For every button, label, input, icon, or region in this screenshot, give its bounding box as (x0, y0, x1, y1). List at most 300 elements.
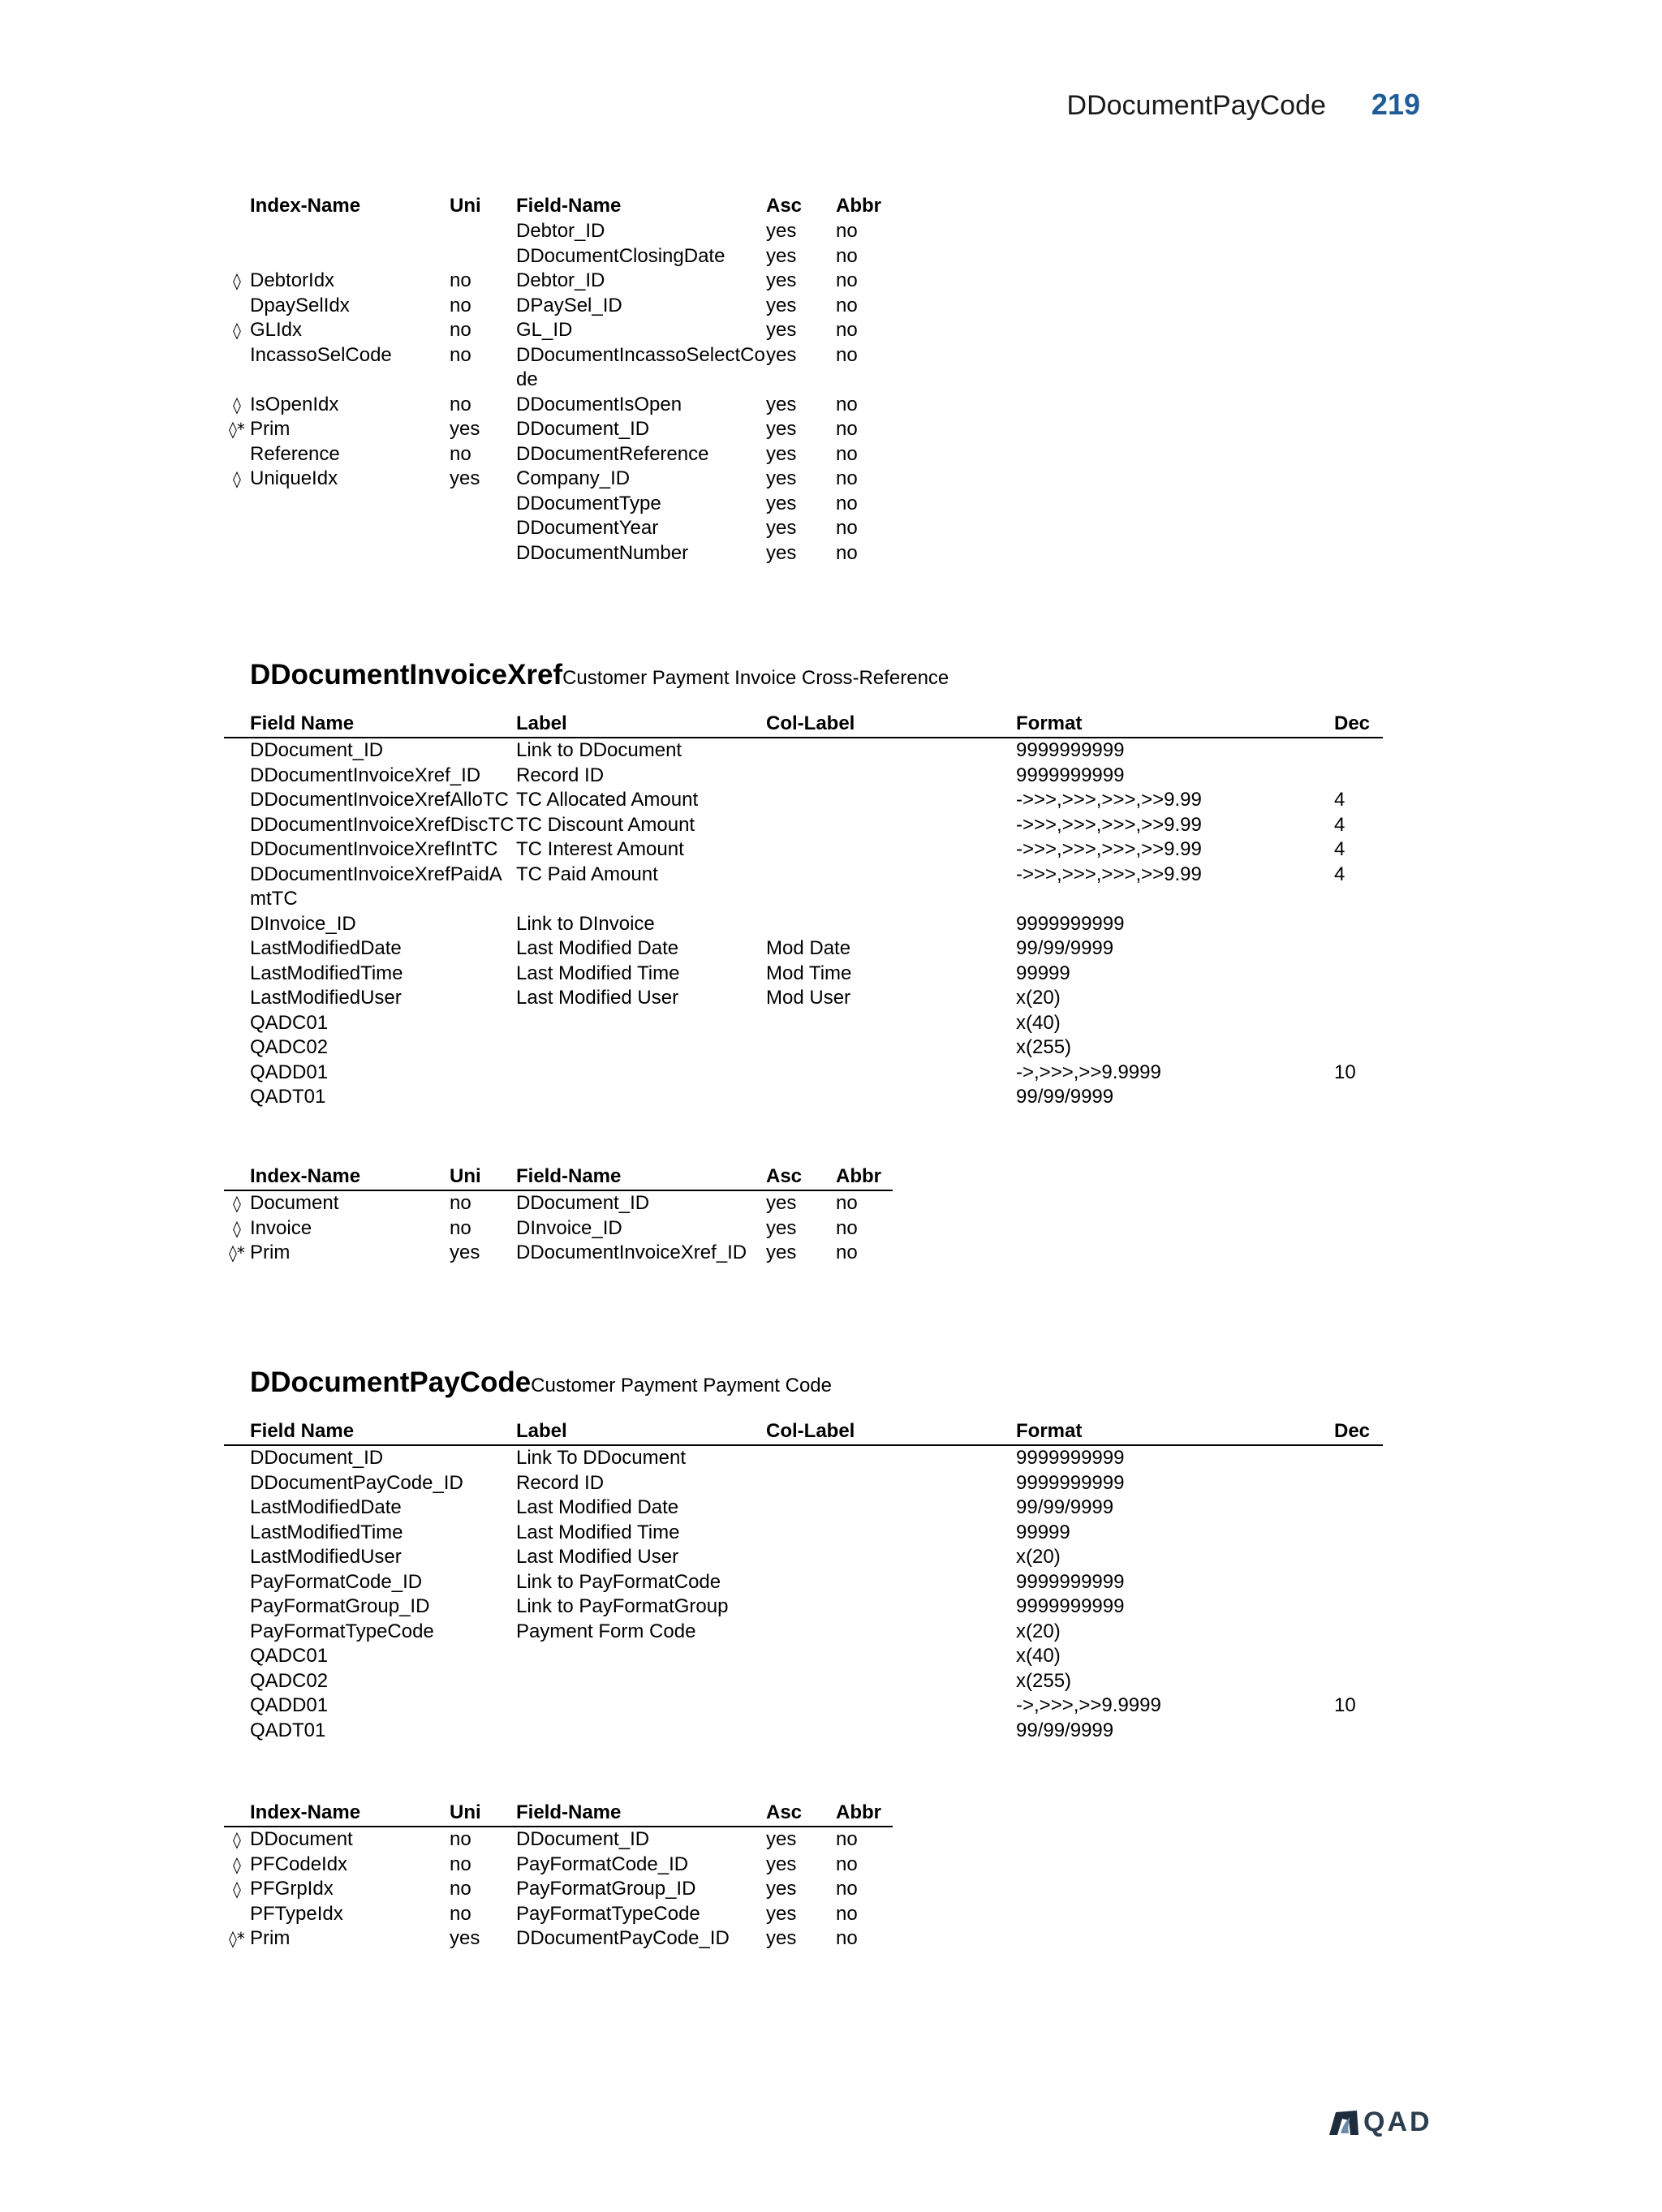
format-cell: 99/99/9999 (1016, 1496, 1114, 1518)
abbr-cell: no (836, 1878, 858, 1900)
field-row (224, 788, 1383, 813)
index-row (224, 393, 893, 418)
dec-cell (1334, 1669, 1383, 1694)
field-name-cell: LastModifiedDate (250, 1496, 402, 1518)
abbr-cell: no (836, 393, 858, 415)
asc-cell: yes (766, 1242, 797, 1263)
col-asc: Asc (766, 195, 803, 217)
dec-cell (1334, 1011, 1383, 1036)
index-header-row (224, 193, 893, 219)
dec-cell: 10 (1334, 1061, 1356, 1083)
format-cell: 9999999999 (1016, 1595, 1125, 1617)
index-marker (224, 219, 250, 244)
field-name-cell: PayFormatTypeCode (250, 1620, 434, 1642)
row-marker (224, 1693, 250, 1719)
dec-cell (1334, 1471, 1383, 1496)
index-row (224, 1877, 893, 1902)
abbr-cell: no (836, 418, 858, 440)
dec-cell (1334, 1035, 1383, 1061)
index-name-cell: DpaySelIdx (250, 294, 350, 316)
dec-cell (1334, 1545, 1383, 1570)
index-marker (224, 492, 250, 517)
field-name-cell: DDocumentInvoiceXrefAlloTC (250, 789, 509, 811)
col-field-name: Field-Name (516, 195, 622, 217)
field-name-cell: GL_ID (516, 319, 573, 341)
format-cell: x(255) (1016, 1036, 1072, 1058)
abbr-cell: no (836, 517, 858, 539)
asc-cell: yes (766, 343, 797, 366)
col-index-name: Index-Name (250, 1800, 450, 1827)
col-label-cell (766, 813, 1016, 838)
asc-cell: yes (766, 1192, 797, 1214)
label-cell (516, 1085, 766, 1110)
row-marker (224, 1570, 250, 1595)
row-marker (224, 1471, 250, 1496)
field-name-cell: PayFormatGroup_ID (250, 1595, 430, 1617)
field-row (224, 986, 1383, 1011)
index-name-cell: Prim (250, 418, 291, 440)
row-marker (224, 1085, 250, 1110)
dec-cell (1334, 764, 1383, 789)
index-row (224, 1827, 893, 1853)
format-cell: x(20) (1016, 1546, 1061, 1568)
uni-cell: no (450, 1216, 471, 1239)
field-name-cell: DDocument_ID (250, 1447, 384, 1469)
index-row (224, 516, 893, 541)
col-field-name: Field-Name (516, 1800, 766, 1827)
row-marker (224, 837, 250, 863)
label-cell (516, 1644, 766, 1669)
field-row (224, 1011, 1383, 1036)
index-name-cell (250, 219, 450, 244)
dec-cell (1334, 1445, 1383, 1471)
field-name-cell: QADT01 (250, 1719, 326, 1741)
label-cell: Last Modified Time (516, 962, 680, 984)
index-row (224, 318, 893, 343)
field-row (224, 1085, 1383, 1110)
format-cell: 9999999999 (1016, 1447, 1125, 1469)
col-format: Format (1016, 1418, 1334, 1445)
asc-cell: yes (766, 467, 797, 489)
field-row (224, 1521, 1383, 1546)
table-name: DDocumentInvoiceXref (250, 659, 563, 691)
col-label-cell (766, 1644, 1016, 1669)
field-name-cell: DPaySel_ID (516, 294, 622, 316)
index-marker: ◊ (233, 1218, 241, 1238)
field-row (224, 1545, 1383, 1570)
field-name-cell: LastModifiedUser (250, 987, 402, 1009)
row-marker (224, 1035, 250, 1061)
dec-cell (1334, 1594, 1383, 1620)
index-header-row (224, 1164, 893, 1190)
row-marker (224, 962, 250, 987)
col-uni: Uni (450, 195, 481, 217)
col-label-cell (766, 1620, 1016, 1645)
index-name-cell: PFCodeIdx (250, 1853, 348, 1875)
format-cell: 99/99/9999 (1016, 937, 1114, 959)
row-marker (224, 1011, 250, 1036)
abbr-cell: no (836, 442, 858, 465)
asc-cell: yes (766, 492, 797, 514)
uni-cell: yes (450, 1927, 480, 1949)
abbr-cell: no (836, 294, 858, 316)
asc-cell: yes (766, 1216, 797, 1239)
col-label-cell (766, 863, 1016, 912)
field-table-invoice-xref (224, 711, 1383, 1110)
row-marker (224, 1061, 250, 1086)
dec-cell (1334, 738, 1383, 764)
table-description: Customer Payment Invoice Cross-Reference (562, 667, 949, 689)
label-cell: Link to DDocument (516, 739, 682, 761)
uni-cell: no (450, 1902, 471, 1925)
asc-cell: yes (766, 1828, 797, 1850)
index-name-cell (250, 516, 450, 541)
field-name-cell: DDocumentInvoiceXrefIntTC (250, 838, 498, 860)
field-name-cell: Debtor_ID (516, 220, 605, 242)
index-row (224, 269, 893, 294)
field-table-paycode (224, 1418, 1383, 1743)
field-row (224, 1495, 1383, 1521)
field-name-cell: LastModifiedTime (250, 1521, 403, 1543)
col-dec: Dec (1334, 711, 1383, 738)
index-marker: ◊ (233, 321, 241, 340)
dec-cell (1334, 1521, 1383, 1546)
col-label-cell: Mod Date (766, 937, 851, 959)
row-marker (224, 788, 250, 813)
label-cell: Last Modified Date (516, 937, 679, 959)
abbr-cell: no (836, 1216, 858, 1239)
asc-cell: yes (766, 1927, 797, 1949)
field-name-cell: QADC01 (250, 1645, 329, 1667)
uni-cell: no (450, 319, 471, 341)
col-label-cell (766, 1594, 1016, 1620)
field-row (224, 1570, 1383, 1595)
label-cell: Link to PayFormatCode (516, 1570, 721, 1593)
uni-cell: no (450, 294, 471, 316)
format-cell: 99/99/9999 (1016, 1719, 1114, 1741)
abbr-cell: no (836, 492, 858, 514)
col-label-cell (766, 1693, 1016, 1719)
index-name-cell: IncassoSelCode (250, 343, 392, 366)
label-cell: TC Interest Amount (516, 838, 684, 860)
index-name-cell: DDocument (250, 1828, 353, 1850)
label-cell: Last Modified Date (516, 1496, 679, 1518)
format-cell: x(255) (1016, 1669, 1072, 1692)
col-label-cell (766, 1061, 1016, 1086)
table-name: DDocumentPayCode (250, 1366, 532, 1398)
abbr-cell: no (836, 244, 858, 267)
table-description: Customer Payment Payment Code (531, 1375, 832, 1396)
index-table-continued (224, 193, 893, 566)
col-dec: Dec (1334, 1418, 1383, 1445)
index-name-cell: Document (250, 1192, 339, 1214)
field-name-cell: PayFormatGroup_ID (516, 1878, 696, 1900)
col-asc: Asc (766, 1800, 836, 1827)
uni-cell: no (450, 1853, 471, 1875)
label-cell: TC Paid Amount (516, 863, 658, 885)
abbr-cell: no (836, 220, 858, 242)
dec-cell (1334, 1620, 1383, 1645)
index-marker: ◊ (233, 394, 241, 415)
index-marker: ◊* (229, 420, 245, 439)
format-cell: ->>>,>>>,>>>,>>9.99 (1016, 863, 1202, 885)
index-row (224, 1216, 893, 1242)
uni-cell: no (450, 343, 471, 366)
col-field-name: Field Name (250, 711, 516, 738)
asc-cell: yes (766, 1878, 797, 1900)
label-cell (516, 1669, 766, 1694)
uni-cell (450, 244, 516, 269)
field-row (224, 1035, 1383, 1061)
uni-cell: no (450, 393, 471, 415)
format-cell: ->>>,>>>,>>>,>>9.99 (1016, 813, 1202, 836)
field-name-cell: DInvoice_ID (516, 1216, 622, 1239)
field-name-cell: QADT01 (250, 1086, 326, 1108)
qad-logo (1328, 2107, 1432, 2138)
label-cell: Last Modified Time (516, 1521, 680, 1543)
index-marker (224, 294, 250, 319)
dec-cell: 4 (1334, 863, 1346, 885)
dec-cell (1334, 1570, 1383, 1595)
col-abbr: Abbr (836, 1800, 893, 1827)
format-cell: x(40) (1016, 1011, 1061, 1034)
row-marker (224, 764, 250, 789)
asc-cell: yes (766, 319, 797, 341)
asc-cell: yes (766, 1853, 797, 1875)
dec-cell (1334, 912, 1383, 937)
label-cell: Payment Form Code (516, 1620, 696, 1642)
index-name-cell (250, 244, 450, 269)
field-name-cell: DDocumentInvoiceXrefDiscTC (250, 813, 515, 836)
label-cell: Last Modified User (516, 1546, 679, 1568)
uni-cell (450, 516, 516, 541)
format-cell: ->>>,>>>,>>>,>>9.99 (1016, 789, 1202, 811)
col-abbr: Abbr (836, 1164, 893, 1190)
field-name-cell: Debtor_ID (516, 269, 605, 291)
asc-cell: yes (766, 244, 797, 267)
col-index-name: Index-Name (250, 195, 361, 217)
asc-cell: yes (766, 294, 797, 316)
label-cell: Record ID (516, 1471, 605, 1494)
field-row (224, 738, 1383, 764)
index-row (224, 343, 893, 393)
field-name-cell: DDocumentReference (516, 442, 709, 465)
row-marker (224, 1521, 250, 1546)
field-row (224, 863, 1383, 912)
field-name-cell: DDocumentIncassoSelectCode (516, 343, 765, 390)
index-marker: ◊ (233, 469, 241, 488)
format-cell: ->,>>>,>>9.9999 (1016, 1694, 1161, 1716)
abbr-cell: no (836, 1902, 858, 1925)
label-cell: Record ID (516, 764, 605, 786)
col-label-cell (766, 1495, 1016, 1521)
dec-cell (1334, 962, 1383, 987)
index-marker: ◊ (233, 1830, 241, 1849)
index-name-cell: GLIdx (250, 319, 303, 341)
label-cell: Last Modified User (516, 987, 679, 1009)
index-row (224, 1853, 893, 1878)
field-name-cell: PayFormatCode_ID (250, 1570, 423, 1593)
field-name-cell: DDocumentInvoiceXref_ID (250, 764, 481, 786)
index-name-cell: PFGrpIdx (250, 1878, 334, 1900)
col-label-cell (766, 1669, 1016, 1694)
label-cell (516, 1035, 766, 1061)
row-marker (224, 863, 250, 912)
label-cell (516, 1693, 766, 1719)
index-row (224, 541, 893, 566)
asc-cell: yes (766, 269, 797, 291)
index-name-cell (250, 492, 450, 517)
label-cell: Link to DInvoice (516, 912, 655, 935)
qad-logo-text: QAD (1363, 2107, 1432, 2137)
field-name-cell: DDocumentType (516, 492, 661, 514)
field-row (224, 1719, 1383, 1744)
col-label-cell (766, 1570, 1016, 1595)
row-marker (224, 1719, 250, 1744)
col-field-name: Field Name (250, 1418, 516, 1445)
col-label-cell (766, 788, 1016, 813)
col-abbr: Abbr (836, 195, 881, 217)
col-label-cell: Mod Time (766, 962, 852, 984)
page-header (1067, 88, 1420, 122)
asc-cell: yes (766, 541, 797, 564)
field-row (224, 1445, 1383, 1471)
field-name-cell: DDocument_ID (516, 1192, 650, 1214)
field-name-cell: LastModifiedDate (250, 937, 402, 959)
row-marker (224, 1620, 250, 1645)
field-name-cell: DDocumentIsOpen (516, 393, 682, 415)
field-name-cell: DDocumentNumber (516, 541, 689, 564)
col-index-name: Index-Name (250, 1164, 450, 1190)
index-row (224, 1190, 893, 1216)
col-label-cell (766, 1011, 1016, 1036)
field-name-cell: DDocument_ID (516, 1828, 650, 1850)
uni-cell (450, 219, 516, 244)
field-row (224, 764, 1383, 789)
uni-cell (450, 541, 516, 566)
row-marker (224, 912, 250, 937)
index-table-paycode (224, 1800, 893, 1952)
col-label-cell (766, 1471, 1016, 1496)
field-name-cell: QADC01 (250, 1011, 329, 1034)
field-header-row (224, 711, 1383, 738)
col-label-cell (766, 837, 1016, 863)
field-row (224, 1594, 1383, 1620)
field-row (224, 813, 1383, 838)
field-name-cell: QADD01 (250, 1694, 329, 1716)
field-row (224, 1693, 1383, 1719)
field-row (224, 962, 1383, 987)
dec-cell: 10 (1334, 1694, 1356, 1716)
index-header-row (224, 1800, 893, 1827)
index-marker (224, 244, 250, 269)
format-cell: 99999 (1016, 962, 1070, 984)
label-cell (516, 1719, 766, 1744)
index-row (224, 442, 893, 467)
index-row (224, 294, 893, 319)
index-name-cell: Prim (250, 1927, 291, 1949)
qad-logo-icon (1328, 2109, 1360, 2137)
index-name-cell: Invoice (250, 1216, 312, 1239)
index-marker (224, 442, 250, 467)
index-row (224, 1926, 893, 1952)
field-name-cell: PayFormatTypeCode (516, 1902, 700, 1925)
field-name-cell: LastModifiedTime (250, 962, 403, 984)
field-row (224, 1061, 1383, 1086)
label-cell: TC Allocated Amount (516, 789, 699, 811)
col-label-cell (766, 912, 1016, 937)
section-title-paycode (250, 1366, 832, 1399)
field-name-cell: DDocumentPayCode_ID (516, 1927, 730, 1949)
field-row (224, 912, 1383, 937)
label-cell: Link To DDocument (516, 1447, 686, 1469)
field-name-cell: DDocument_ID (250, 739, 384, 761)
format-cell: x(40) (1016, 1645, 1061, 1667)
col-col-label: Col-Label (766, 1418, 1016, 1445)
index-marker (224, 1902, 250, 1927)
field-row (224, 1669, 1383, 1694)
asc-cell: yes (766, 418, 797, 440)
uni-cell: no (450, 1878, 471, 1900)
abbr-cell: no (836, 1927, 858, 1949)
format-cell: 99/99/9999 (1016, 1086, 1114, 1108)
col-format: Format (1016, 711, 1334, 738)
label-cell: TC Discount Amount (516, 813, 695, 836)
section-title-invoice-xref (250, 659, 949, 691)
index-marker: ◊* (229, 1243, 245, 1263)
page-number: 219 (1371, 88, 1420, 121)
format-cell: x(20) (1016, 987, 1061, 1009)
col-label-cell (766, 1035, 1016, 1061)
abbr-cell: no (836, 269, 858, 291)
abbr-cell: no (836, 343, 858, 366)
page-header-title: DDocumentPayCode (1066, 90, 1326, 121)
uni-cell: no (450, 442, 471, 465)
abbr-cell: no (836, 1242, 858, 1263)
index-row (224, 467, 893, 492)
dec-cell (1334, 1085, 1383, 1110)
field-name-cell: LastModifiedUser (250, 1546, 402, 1568)
format-cell: 9999999999 (1016, 739, 1125, 761)
label-cell (516, 1011, 766, 1036)
col-field-name: Field-Name (516, 1164, 766, 1190)
uni-cell (450, 492, 516, 517)
index-marker: ◊ (233, 271, 241, 290)
col-label-cell (766, 1445, 1016, 1471)
format-cell: 9999999999 (1016, 1570, 1125, 1593)
row-marker (224, 813, 250, 838)
index-marker (224, 343, 250, 393)
field-row (224, 1620, 1383, 1645)
col-col-label: Col-Label (766, 711, 1016, 738)
abbr-cell: no (836, 1853, 858, 1875)
col-label-cell (766, 738, 1016, 764)
uni-cell: yes (450, 467, 480, 489)
dec-cell: 4 (1334, 838, 1346, 860)
field-name-cell: DDocumentYear (516, 517, 659, 539)
format-cell: x(20) (1016, 1620, 1061, 1642)
format-cell: 9999999999 (1016, 912, 1125, 935)
index-marker: ◊ (233, 1879, 241, 1899)
index-row (224, 417, 893, 442)
uni-cell: no (450, 1192, 471, 1214)
abbr-cell: no (836, 467, 858, 489)
dec-cell (1334, 1495, 1383, 1521)
field-row (224, 1644, 1383, 1669)
index-name-cell: PFTypeIdx (250, 1902, 343, 1925)
index-marker: ◊* (229, 1929, 245, 1948)
index-marker: ◊ (233, 1194, 241, 1213)
